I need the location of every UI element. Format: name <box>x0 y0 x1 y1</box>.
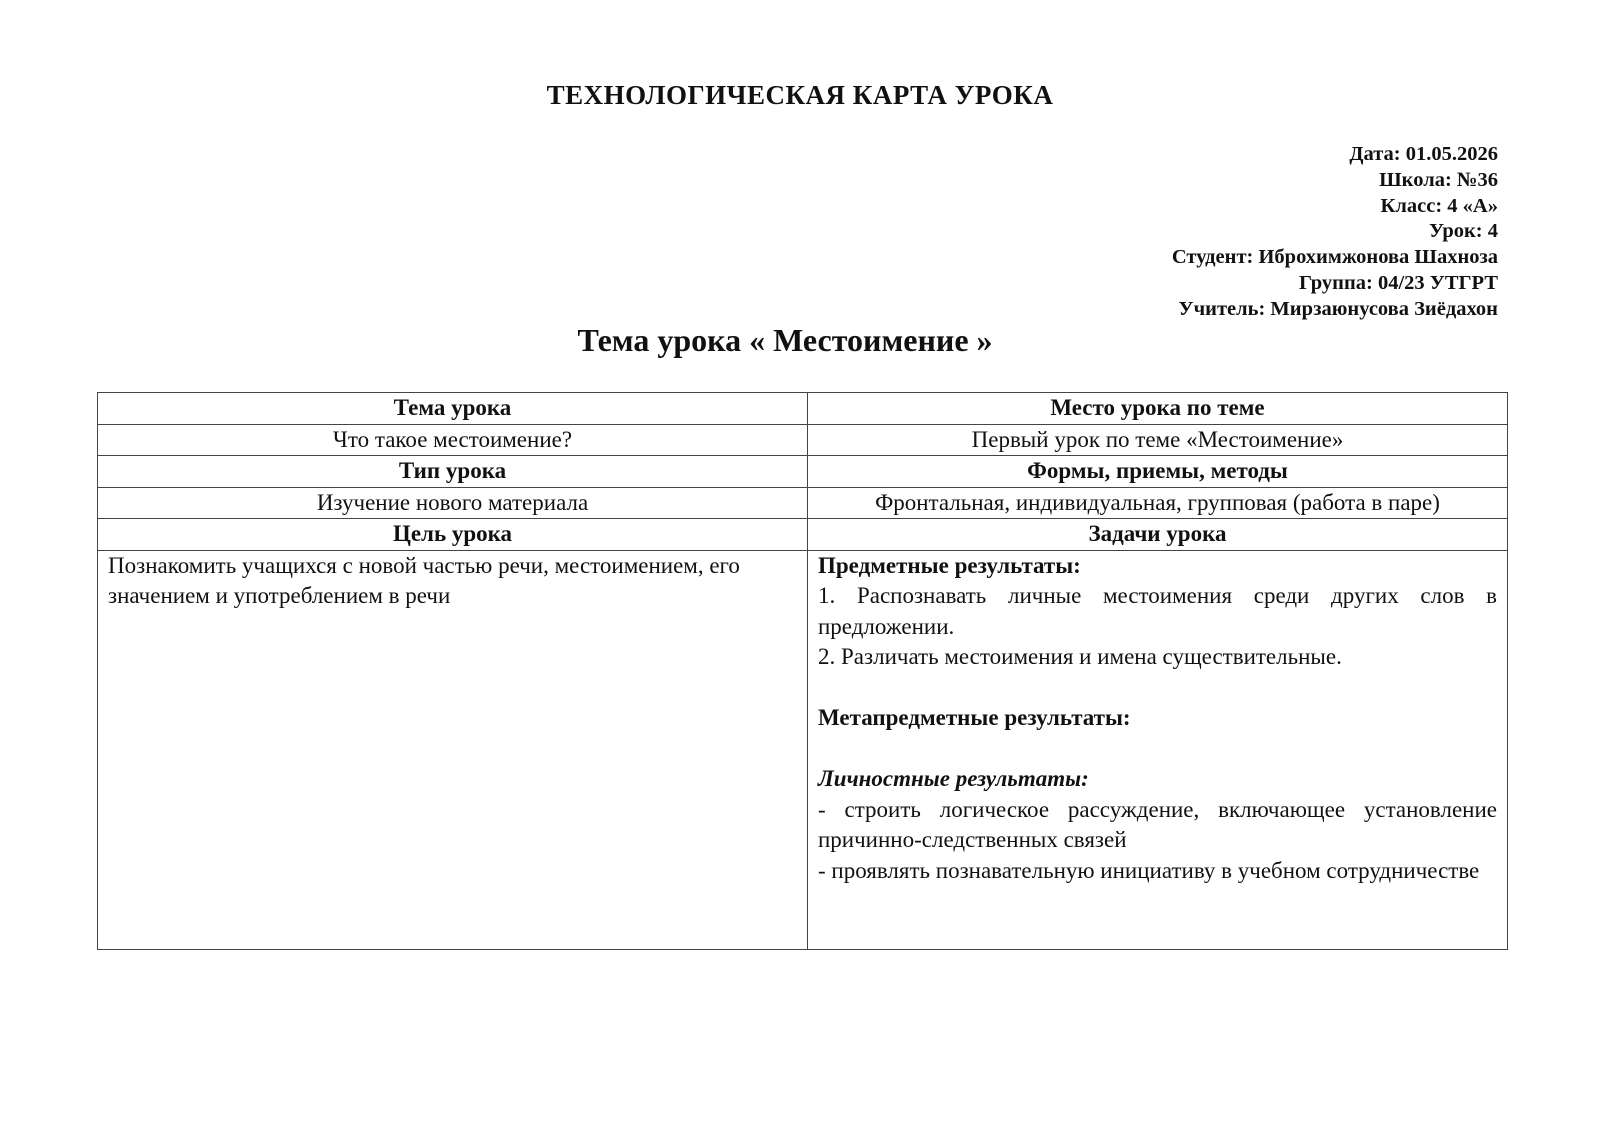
header-lesson-goal: Цель урока <box>98 519 808 551</box>
personal-result-item: - строить логическое рассуждение, включающее установление причинно-следственных связей <box>818 796 1497 852</box>
subject-result-item: 2. Различать местоимения и имена существительные. <box>818 644 1342 669</box>
meta-class: Класс: 4 «А» <box>1380 194 1498 217</box>
meta-group: Группа: 04/23 УТГРТ <box>1299 271 1498 294</box>
personal-results-title: Личностные результаты: <box>818 766 1089 791</box>
meta-lesson: Урок: 4 <box>1428 220 1498 243</box>
lesson-goal-text: Познакомить учащихся с новой частью речи, местоимением, его значением и употреблением в речи <box>98 550 808 949</box>
subject-result-item: 1. Распознавать личные местоимения среди других слов в предложении. <box>818 583 1497 639</box>
meta-teacher: Учитель: Мирзаюнусова Зиёдахон <box>1178 297 1498 320</box>
document-title: ТЕХНОЛОГИЧЕСКАЯ КАРТА УРОКА <box>546 80 1054 110</box>
meta-date: Дата: 01.05.2026 <box>1349 143 1498 165</box>
meta-results-title: Метапредметные результаты: <box>818 705 1131 730</box>
meta-student: Студент: Иброхимжонова Шахноза <box>1171 246 1498 269</box>
value-lesson-type: Изучение нового материала <box>98 487 808 519</box>
header-lesson-place: Место урока по теме <box>808 393 1508 425</box>
personal-result-item: - проявлять познавательную инициативу в учебном сотрудничестве <box>818 857 1480 883</box>
lesson-meta-block <box>1172 142 1498 323</box>
spacer <box>818 734 1497 765</box>
header-lesson-methods: Формы, приемы, методы <box>808 456 1508 488</box>
value-lesson-place: Первый урок по теме «Местоимение» <box>808 424 1508 456</box>
table-row <box>98 393 1508 425</box>
table-row <box>98 456 1508 488</box>
table-row <box>98 424 1508 456</box>
header-lesson-topic: Тема урока <box>98 393 808 425</box>
table-row <box>98 550 1508 949</box>
topic-heading: Тема урока « Местоимение » <box>577 322 993 358</box>
table-row <box>98 487 1508 519</box>
lesson-tasks-cell <box>808 550 1508 949</box>
value-lesson-topic: Что такое местоимение? <box>98 424 808 456</box>
table-row <box>98 519 1508 551</box>
lesson-table <box>97 392 1508 950</box>
header-lesson-tasks: Задачи урока <box>808 519 1508 551</box>
meta-school: Школа: №36 <box>1379 168 1498 191</box>
value-lesson-methods: Фронтальная, индивидуальная, групповая (работа в паре) <box>808 487 1508 519</box>
header-lesson-type: Тип урока <box>98 456 808 488</box>
spacer <box>818 673 1497 704</box>
subject-results-title: Предметные результаты: <box>818 552 1081 578</box>
